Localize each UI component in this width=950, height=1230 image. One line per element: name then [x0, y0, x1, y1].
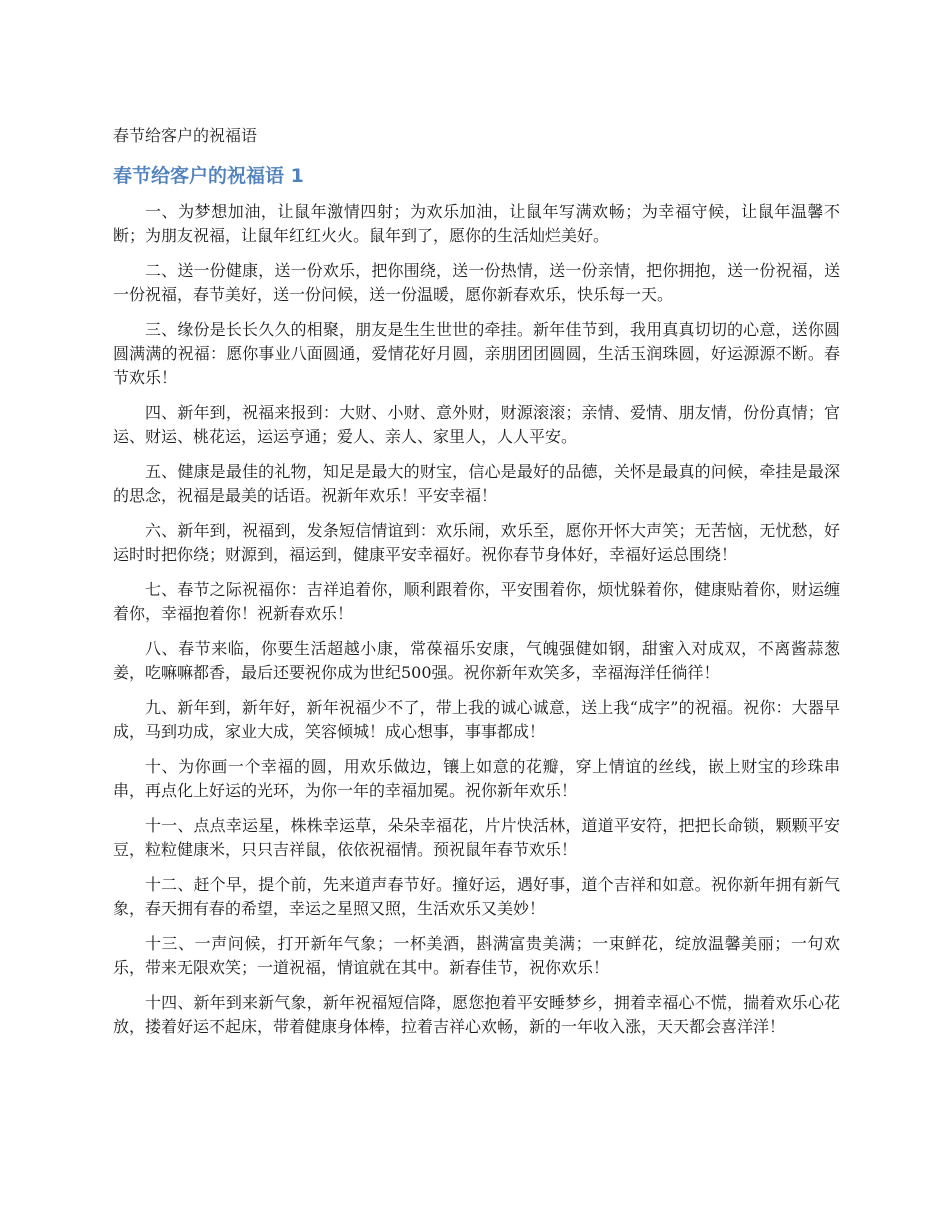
paragraph-11: 十一、点点幸运星，株株幸运草，朵朵幸福花，片片快活林，道道平安符，把把长命锁，颗颗平安豆，粒粒健康米，只只吉祥鼠，依依祝福情。预祝鼠年春节欢乐！ [113, 816, 840, 859]
paragraph-12: 十二、赶个早，提个前，先来道声春节好。撞好运，遇好事，道个吉祥和如意。祝你新年拥有新气象，春天拥有春的希望，幸运之星照又照，生活欢乐又美妙！ [113, 875, 840, 918]
paragraph-2: 二、送一份健康，送一份欢乐，把你围绕，送一份热情，送一份亲情，把你拥抱，送一份祝福，送一份祝福，春节美好，送一份问候，送一份温暖，愿你新春欢乐，快乐每一天。 [113, 261, 840, 304]
document-title: 春节给客户的祝福语 [113, 126, 258, 145]
paragraph-1: 一、为梦想加油，让鼠年激情四射；为欢乐加油，让鼠年写满欢畅；为幸福守候，让鼠年温馨不断；为朋友祝福，让鼠年红红火火。鼠年到了，愿你的生活灿烂美好。 [113, 202, 840, 245]
document-page [113, 124, 840, 1050]
paragraph-7: 七、春节之际祝福你：吉祥追着你，顺利跟着你，平安围着你，烦忧躲着你，健康贴着你，财运缠着你，幸福抱着你！祝新春欢乐！ [113, 580, 840, 623]
paragraph-5: 五、健康是最佳的礼物，知足是最大的财宝，信心是最好的品德，关怀是最真的问候，牵挂是最深的思念，祝福是最美的话语。祝新年欢乐！平安幸福！ [113, 462, 840, 505]
paragraph-14: 十四、新年到来新气象，新年祝福短信降，愿您抱着平安睡梦乡，拥着幸福心不慌，揣着欢乐心花放，搂着好运不起床，带着健康身体棒，拉着吉祥心欢畅，新的一年收入涨，天天都会喜洋洋！ [113, 993, 840, 1036]
paragraph-6: 六、新年到，祝福到，发条短信情谊到：欢乐闹，欢乐至，愿你开怀大声笑；无苦恼，无忧愁，好运时时把你绕；财源到，福运到，健康平安幸福好。祝你春节身体好，幸福好运总围绕！ [113, 521, 840, 564]
paragraph-8: 八、春节来临，你要生活超越小康，常葆福乐安康，气魄强健如钢，甜蜜入对成双，不离酱蒜葱姜，吃嘛嘛都香，最后还要祝你成为世纪500强。祝你新年欢笑多，幸福海洋任徜徉！ [113, 639, 840, 682]
paragraph-13: 十三、一声问候，打开新年气象；一杯美酒，斟满富贵美满；一束鲜花，绽放温馨美丽；一句欢乐，带来无限欢笑；一道祝福，情谊就在其中。新春佳节，祝你欢乐！ [113, 934, 840, 977]
paragraph-10: 十、为你画一个幸福的圆，用欢乐做边，镶上如意的花瓣，穿上情谊的丝线，嵌上财宝的珍珠串串，再点化上好运的光环，为你一年的幸福加冕。祝你新年欢乐！ [113, 757, 840, 800]
paragraph-3: 三、缘份是长长久久的相聚，朋友是生生世世的牵挂。新年佳节到，我用真真切切的心意，送你圆圆满满的祝福：愿你事业八面圆通，爱情花好月圆，亲朋团团圆圆，生活玉润珠圆，好运源源不断。春节欢乐！ [113, 320, 840, 387]
paragraph-9: 九、新年到，新年好，新年祝福少不了，带上我的诚心诚意，送上我“成字”的祝福。祝你：大器早成，马到功成，家业大成，笑容倾城！成心想事，事事都成！ [113, 698, 840, 741]
section-heading: 春节给客户的祝福语 1 [113, 165, 304, 187]
paragraph-4: 四、新年到，祝福来报到：大财、小财、意外财，财源滚滚；亲情、爱情、朋友情，份份真情；官运、财运、桃花运，运运亨通；爱人、亲人、家里人，人人平安。 [113, 403, 840, 446]
